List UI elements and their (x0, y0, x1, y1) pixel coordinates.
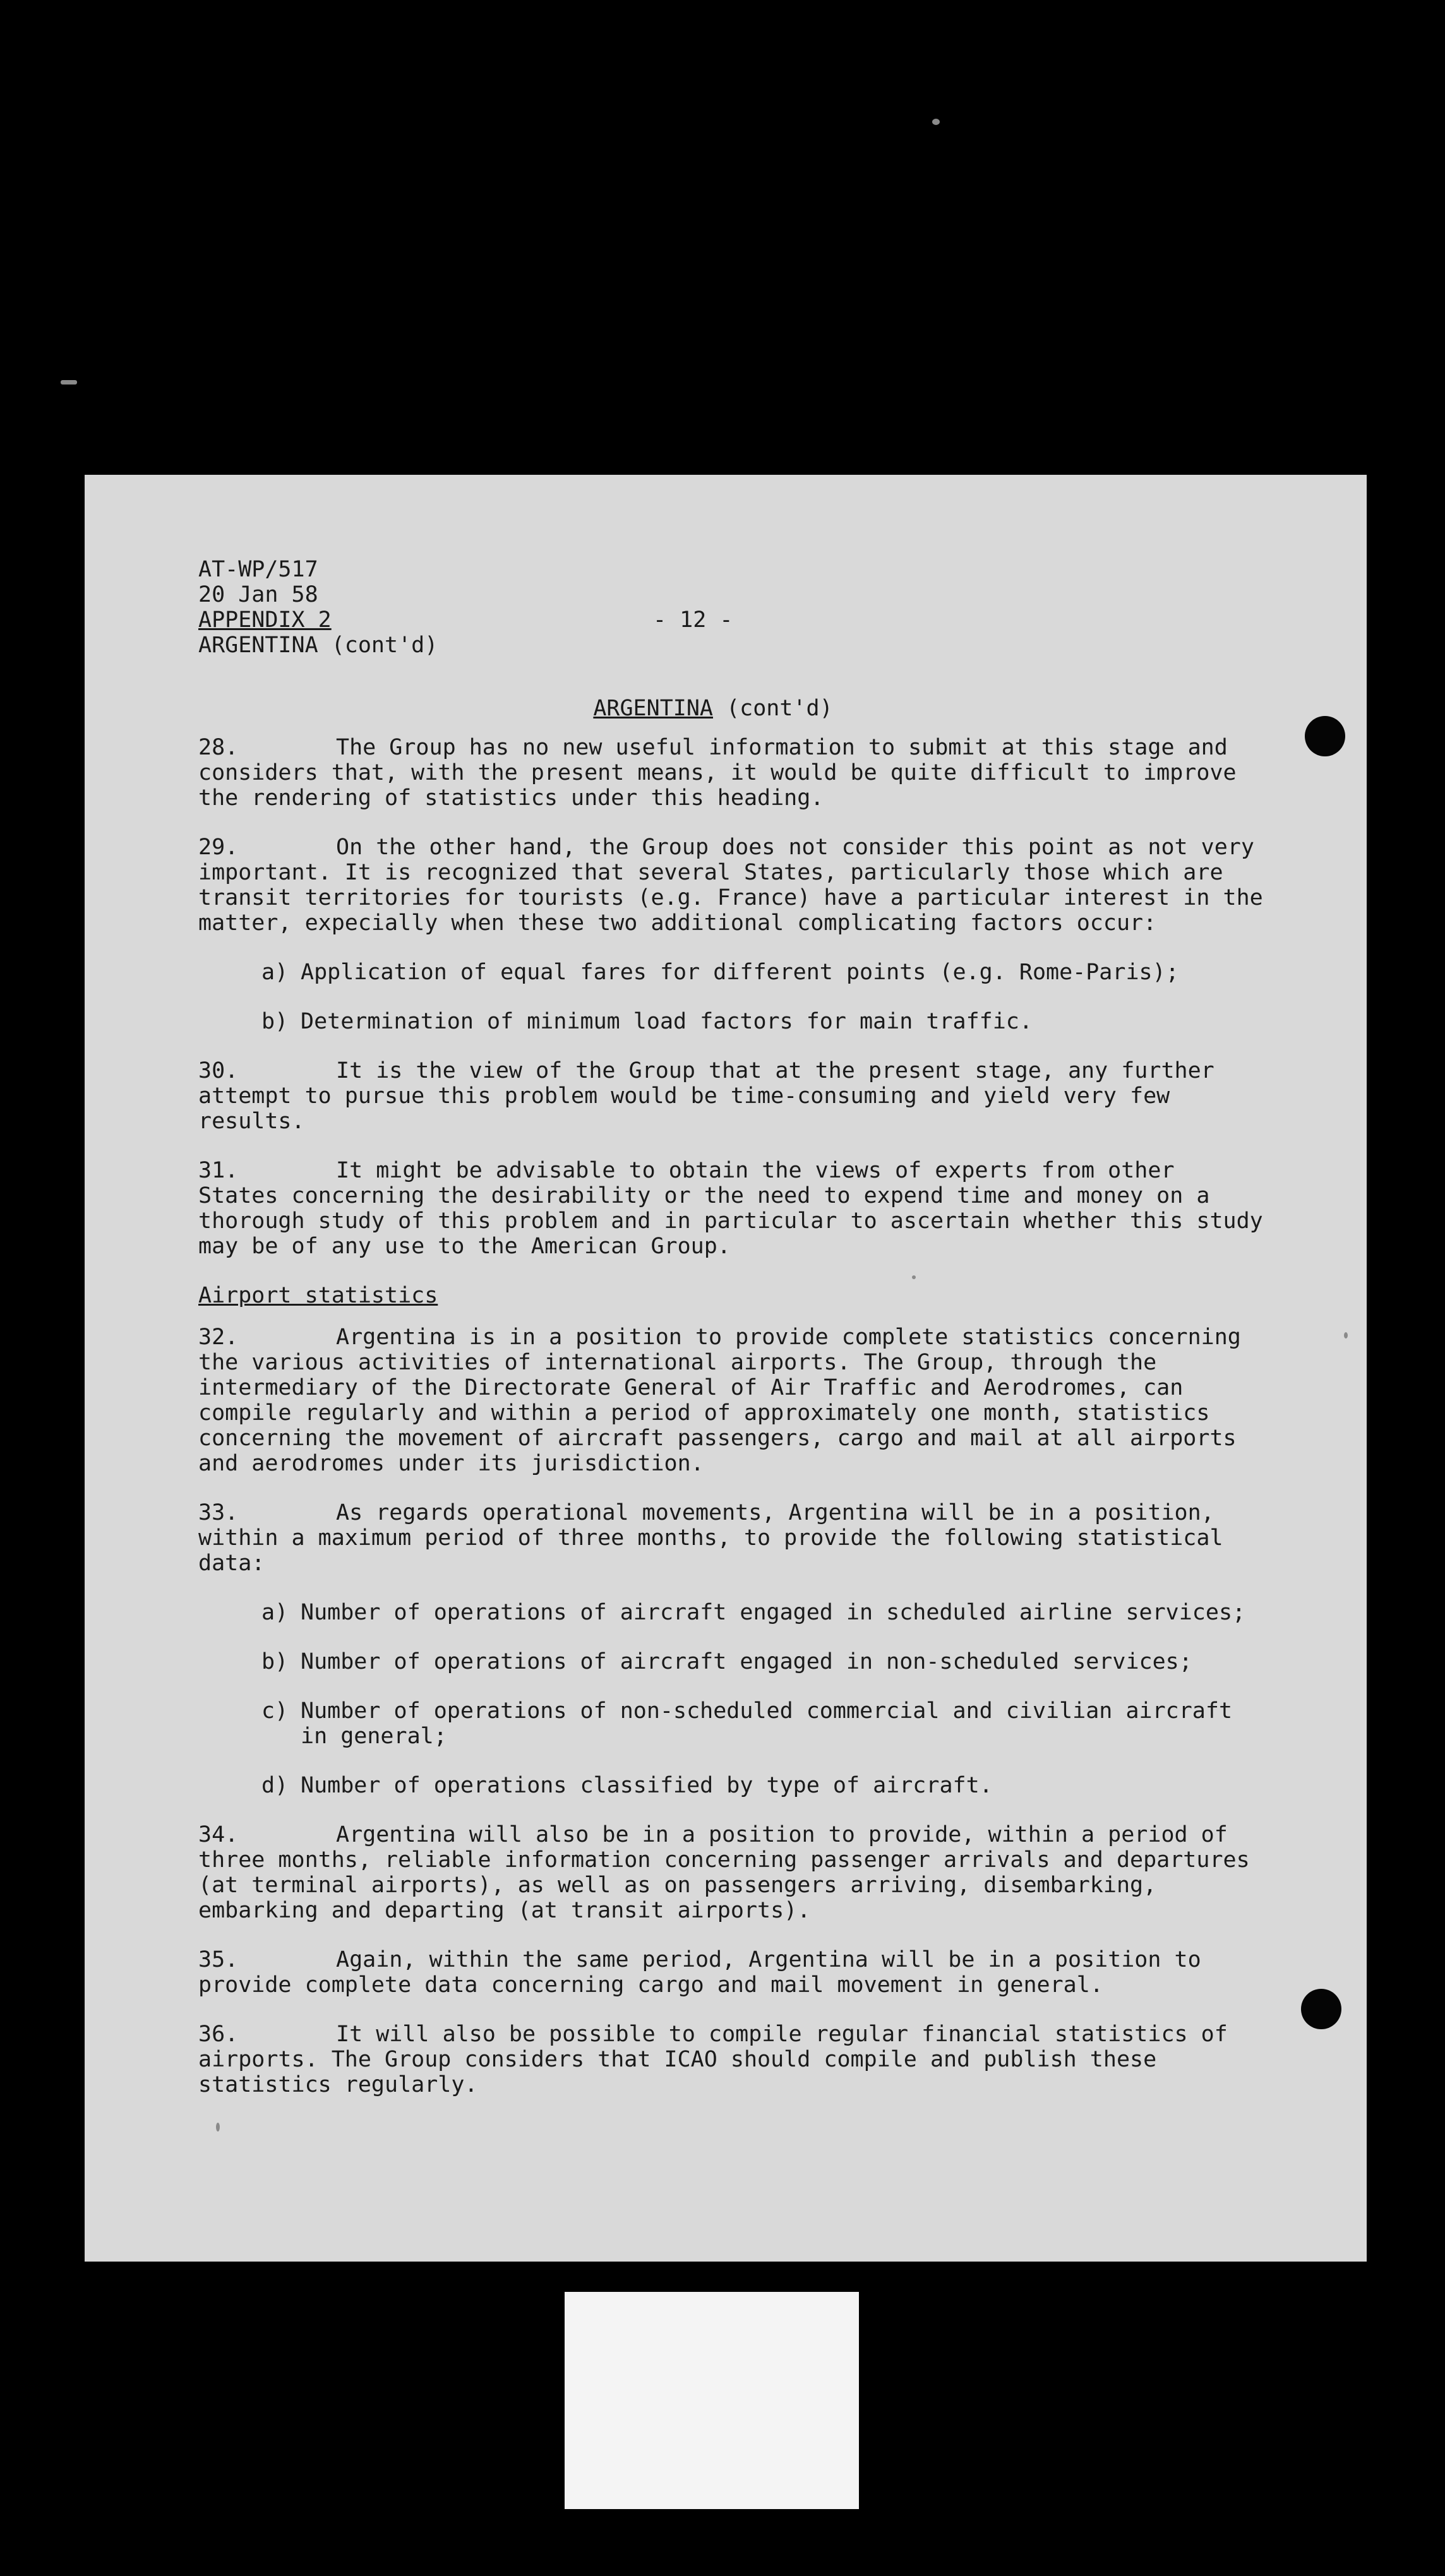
list-item-text: Number of operations of aircraft engaged in non-scheduled services; (301, 1649, 1192, 1674)
list-marker: c) (261, 1698, 289, 1724)
paper-speck (1344, 1332, 1348, 1339)
list-item (261, 1773, 1266, 1798)
paragraph-30 (198, 1058, 1266, 1134)
paragraph-text: It might be advisable to obtain the views of experts from other States concerning the desirability or the need to expend time and money on a thorough study of this problem and in particular to ascertain whether this study may be of any use to the American Group. (198, 1158, 1263, 1259)
paragraph-text: Again, within the same period, Argentina will be in a position to provide complete data concerning cargo and mail movement in general. (198, 1947, 1201, 1998)
list-item-text: Number of operations of non-scheduled commercial and civilian aircraft in general; (301, 1698, 1233, 1749)
doc-date: 20 Jan 58 (198, 582, 318, 607)
list-item (261, 1698, 1266, 1749)
list-marker: b) (261, 1009, 289, 1034)
list-item (261, 1009, 1266, 1034)
section-title (198, 696, 1266, 721)
page-number: - 12 - (653, 607, 733, 633)
paragraph-33 (198, 1500, 1266, 1576)
document-page (85, 475, 1367, 2262)
paragraph-number: 28. (198, 735, 239, 760)
paragraph-number: 31. (198, 1158, 239, 1183)
section-title-suffix: (cont'd) (713, 696, 833, 721)
paragraph-text: As regards operational movements, Argentina will be in a position, within a maximum period of three months, to provide the following statistical data: (198, 1500, 1223, 1576)
paragraph-number: 36. (198, 2022, 239, 2047)
punch-hole-bottom (1301, 1989, 1341, 2029)
paragraph-text: Argentina is in a position to provide complete statistics concerning the various activities of international airports. The Group, through the intermediary of the Directorate General of Air Traffic and Aerodromes, can compile regularly and within a period of approximately one month, statistics concerning the movement of aircraft passengers, cargo and mail at all airports and aerodromes under its jurisdiction. (198, 1325, 1241, 1476)
appendix-label: APPENDIX 2 (198, 607, 332, 633)
list-marker: d) (261, 1773, 289, 1798)
paper-speck (912, 1275, 916, 1279)
page-content (198, 557, 1266, 2121)
blank-index-slip (565, 2292, 859, 2509)
film-speck (932, 119, 940, 125)
list-marker: a) (261, 960, 289, 985)
country-label: ARGENTINA (cont'd) (198, 633, 438, 658)
list-item (261, 1600, 1266, 1625)
paragraph-number: 30. (198, 1058, 239, 1083)
paragraph-35 (198, 1947, 1266, 1998)
paragraph-text: Argentina will also be in a position to provide, within a period of three months, reliable information concerning passenger arrivals and departures (at terminal airports), as well as on passengers arriving, disembarking, embarking and departing (at transit airports). (198, 1822, 1250, 1923)
paragraph-34 (198, 1822, 1266, 1923)
list-item-text: Determination of minimum load factors for main traffic. (301, 1009, 1033, 1034)
document-header (198, 557, 1266, 658)
list-item-text: Number of operations classified by type of aircraft. (301, 1773, 993, 1798)
airport-statistics-heading: Airport statistics (198, 1283, 438, 1308)
paragraph-29 (198, 835, 1266, 936)
paragraph-number: 29. (198, 835, 239, 860)
list-marker: b) (261, 1649, 289, 1674)
paragraph-text: The Group has no new useful information to submit at this stage and considers that, with the present means, it would be quite difficult to improve the rendering of statistics under this heading. (198, 735, 1237, 811)
paragraph-number: 32. (198, 1325, 239, 1350)
list-item-text: Application of equal fares for different points (e.g. Rome-Paris); (301, 960, 1179, 985)
punch-hole-top (1305, 716, 1345, 756)
paragraph-text: It is the view of the Group that at the present stage, any further attempt to pursue this problem would be time-consuming and yield very few results. (198, 1058, 1214, 1134)
paper-speck (216, 2123, 220, 2132)
film-speck (61, 380, 77, 385)
section-title-main: ARGENTINA (593, 696, 713, 721)
list-item (261, 960, 1266, 985)
paragraph-31 (198, 1158, 1266, 1259)
paragraph-36 (198, 2022, 1266, 2097)
paragraph-text: On the other hand, the Group does not consider this point as not very important. It is recognized that several States, particularly those which are transit territories for tourists (e.g. France) have a particular interest in the matter, expecially when these two additional complicating factors occur: (198, 835, 1263, 936)
paragraph-number: 34. (198, 1822, 239, 1847)
paragraph-28 (198, 735, 1266, 811)
list-marker: a) (261, 1600, 289, 1625)
paragraph-number: 33. (198, 1500, 239, 1525)
list-item-text: Number of operations of aircraft engaged in scheduled airline services; (301, 1600, 1246, 1625)
paragraph-number: 35. (198, 1947, 239, 1972)
doc-reference: AT-WP/517 (198, 557, 318, 582)
paragraph-32 (198, 1325, 1266, 1476)
list-item (261, 1649, 1266, 1674)
paragraph-text: It will also be possible to compile regular financial statistics of airports. The Group considers that ICAO should compile and publish these statistics regularly. (198, 2022, 1228, 2097)
